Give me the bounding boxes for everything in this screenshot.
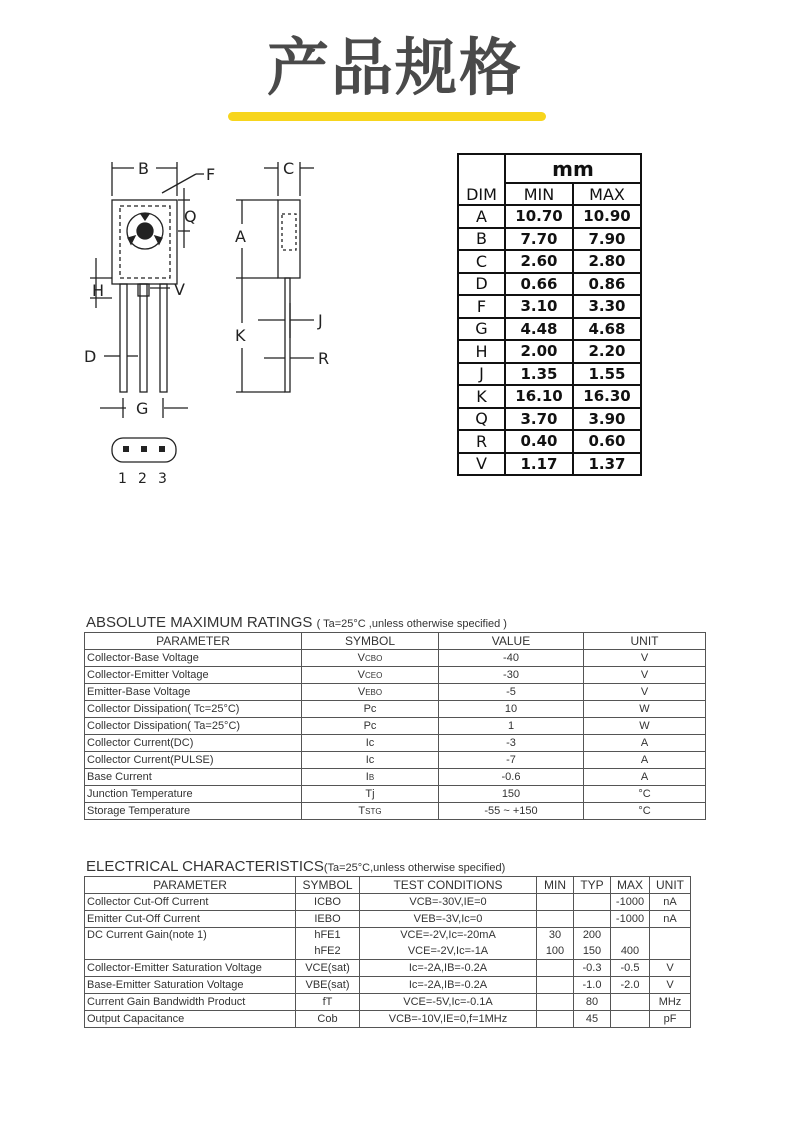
table-row <box>85 994 691 1011</box>
min-cell <box>537 911 574 928</box>
parameter-cell: Collector Cut-Off Current <box>85 894 296 911</box>
dim-max: 3.90 <box>573 408 641 431</box>
dim-min: 16.10 <box>505 385 573 408</box>
col-header: SYMBOL <box>296 877 360 894</box>
table-row <box>85 977 691 994</box>
package-drawing <box>78 148 378 493</box>
dimension-row <box>458 385 641 408</box>
unit-cell: A <box>584 752 706 769</box>
symbol-cell: fT <box>296 994 360 1011</box>
label-D: D <box>84 347 97 366</box>
abs-max-title <box>86 614 507 631</box>
dim-header: DIM <box>458 154 505 205</box>
condition-cell: VCB=-30V,IE=0 <box>360 894 537 911</box>
symbol-cell: VBE(sat) <box>296 977 360 994</box>
symbol-line-2: hFE2 <box>314 944 341 957</box>
min-header: MIN <box>505 183 573 205</box>
dimension-row <box>458 205 641 228</box>
table-row <box>85 684 706 701</box>
parameter-cell <box>85 928 296 960</box>
elec-table <box>84 876 691 1028</box>
symbol-cell: Tj <box>302 786 439 803</box>
abs-max-title-text: ABSOLUTE MAXIMUM RATINGS <box>86 614 313 631</box>
elec-title-text: ELECTRICAL CHARACTERISTICS <box>86 858 324 875</box>
typ-cell: -0.3 <box>574 960 611 977</box>
value-cell: -5 <box>439 684 584 701</box>
parameter-cell: Junction Temperature <box>85 786 302 803</box>
parameter-cell: Collector Current(PULSE) <box>85 752 302 769</box>
dimension-row <box>458 408 641 431</box>
label-R: R <box>318 349 330 368</box>
typ-cell: 80 <box>574 994 611 1011</box>
min-line-1: 30 <box>548 929 562 941</box>
truncated-footnote <box>86 1032 386 1036</box>
min-cell <box>537 894 574 911</box>
label-F: F <box>206 165 216 184</box>
dim-max: 0.86 <box>573 273 641 296</box>
dim-max: 0.60 <box>573 430 641 453</box>
value-cell: 150 <box>439 786 584 803</box>
table-row <box>85 735 706 752</box>
elec-title <box>86 858 505 875</box>
typ-line-2: 150 <box>582 944 602 957</box>
max-cell: -2.0 <box>611 977 650 994</box>
unit-cell: V <box>650 960 691 977</box>
min-cell <box>537 994 574 1011</box>
parameter-cell: Base-Emitter Saturation Voltage <box>85 977 296 994</box>
table-row <box>85 803 706 820</box>
label-H: H <box>92 281 105 300</box>
table-row <box>85 1011 691 1028</box>
dimension-row <box>458 250 641 273</box>
parameter-text: DC Current Gain(note 1) <box>87 929 207 941</box>
abs-max-note: ( Ta=25°C ,unless otherwise specified ) <box>316 618 507 630</box>
parameter-cell: Collector-Base Voltage <box>85 650 302 667</box>
max-cell <box>611 1011 650 1028</box>
dim-letter: F <box>458 295 505 318</box>
max-line-1 <box>613 928 647 944</box>
table-row <box>85 752 706 769</box>
symbol-cell <box>296 928 360 960</box>
condition-cell: VCE=-5V,Ic=-0.1A <box>360 994 537 1011</box>
condition-line-1: VCE=-2V,Ic=-20mA <box>400 929 496 941</box>
dim-min: 3.70 <box>505 408 573 431</box>
symbol-cell: Ic <box>302 752 439 769</box>
value-cell: -30 <box>439 667 584 684</box>
unit-cell: V <box>584 684 706 701</box>
dimension-row <box>458 340 641 363</box>
symbol-cell: Pc <box>302 718 439 735</box>
min-line-2: 100 <box>545 944 565 957</box>
table-row <box>85 928 691 960</box>
unit-cell: V <box>584 650 706 667</box>
dim-min: 0.66 <box>505 273 573 296</box>
parameter-cell: Collector-Emitter Voltage <box>85 667 302 684</box>
unit-cell: °C <box>584 786 706 803</box>
dim-max: 7.90 <box>573 228 641 251</box>
dimension-row <box>458 228 641 251</box>
dimension-row <box>458 295 641 318</box>
dim-letter: A <box>458 205 505 228</box>
dim-min: 7.70 <box>505 228 573 251</box>
dimension-row <box>458 453 641 476</box>
symbol-cell: VEBO <box>302 684 439 701</box>
max-cell: -0.5 <box>611 960 650 977</box>
dimension-row <box>458 430 641 453</box>
max-cell: -1000 <box>611 911 650 928</box>
typ-cell: 45 <box>574 1011 611 1028</box>
symbol-cell: Ic <box>302 735 439 752</box>
table-row <box>85 786 706 803</box>
col-header: PARAMETER <box>85 877 296 894</box>
parameter-cell: Current Gain Bandwidth Product <box>85 994 296 1011</box>
min-cell <box>537 1011 574 1028</box>
label-Q: Q <box>184 207 197 226</box>
dim-max: 16.30 <box>573 385 641 408</box>
value-cell: 10 <box>439 701 584 718</box>
dim-min: 0.40 <box>505 430 573 453</box>
typ-cell: -1.0 <box>574 977 611 994</box>
symbol-cell: VCEO <box>302 667 439 684</box>
typ-line-1: 200 <box>582 929 602 941</box>
condition-cell: VEB=-3V,Ic=0 <box>360 911 537 928</box>
unit-header: mm <box>505 154 641 183</box>
col-header: PARAMETER <box>85 633 302 650</box>
table-row <box>85 718 706 735</box>
abs-max-table <box>84 632 706 820</box>
unit-cell: nA <box>650 911 691 928</box>
table-row <box>85 911 691 928</box>
label-A: A <box>235 227 246 246</box>
min-cell <box>537 977 574 994</box>
label-C: C <box>283 159 295 178</box>
unit-cell: W <box>584 718 706 735</box>
parameter-cell: Collector Dissipation( Tc=25°C) <box>85 701 302 718</box>
unit-cell: V <box>584 667 706 684</box>
max-line-2: 400 <box>620 944 640 957</box>
value-cell: 1 <box>439 718 584 735</box>
dim-min: 1.35 <box>505 363 573 386</box>
dim-max: 2.80 <box>573 250 641 273</box>
dim-letter: B <box>458 228 505 251</box>
pin-2-label: 2 <box>138 471 147 487</box>
unit-cell: MHz <box>650 994 691 1011</box>
symbol-cell: IB <box>302 769 439 786</box>
symbol-cell: ICBO <box>296 894 360 911</box>
label-J: J <box>318 311 323 330</box>
pin-3-label: 3 <box>158 471 167 487</box>
unit-cell: °C <box>584 803 706 820</box>
unit-cell: A <box>584 769 706 786</box>
value-cell: -0.6 <box>439 769 584 786</box>
parameter-cell: Emitter Cut-Off Current <box>85 911 296 928</box>
parameter-cell: Storage Temperature <box>85 803 302 820</box>
unit-cell: A <box>584 735 706 752</box>
dim-max: 4.68 <box>573 318 641 341</box>
col-header: TYP <box>574 877 611 894</box>
dimension-row <box>458 273 641 296</box>
parameter-cell: Collector Dissipation( Ta=25°C) <box>85 718 302 735</box>
min-cell <box>537 960 574 977</box>
dimension-table <box>457 153 642 476</box>
dim-max: 3.30 <box>573 295 641 318</box>
col-header: MAX <box>611 877 650 894</box>
label-V: V <box>174 280 185 299</box>
table-row <box>85 769 706 786</box>
max-cell <box>611 994 650 1011</box>
dim-letter: J <box>458 363 505 386</box>
condition-cell <box>360 928 537 960</box>
parameter-cell: Base Current <box>85 769 302 786</box>
typ-cell <box>574 928 611 960</box>
table-row <box>85 894 691 911</box>
side-body-outline <box>278 200 300 278</box>
col-header: TEST CONDITIONS <box>360 877 537 894</box>
min-cell <box>537 928 574 960</box>
symbol-cell: Cob <box>296 1011 360 1028</box>
table-row <box>85 960 691 977</box>
unit-cell: W <box>584 701 706 718</box>
parameter-cell: Emitter-Base Voltage <box>85 684 302 701</box>
value-cell: -40 <box>439 650 584 667</box>
col-header: UNIT <box>650 877 691 894</box>
typ-cell <box>574 894 611 911</box>
dim-min: 2.60 <box>505 250 573 273</box>
elec-note: (Ta=25°C,unless otherwise specified) <box>323 862 506 874</box>
table-row <box>85 650 706 667</box>
page-title: 产品规格 <box>266 31 523 104</box>
title-underline <box>228 112 546 121</box>
dim-letter: R <box>458 430 505 453</box>
unit-cell: V <box>650 977 691 994</box>
parameter-cell: Output Capacitance <box>85 1011 296 1028</box>
value-cell: -7 <box>439 752 584 769</box>
parameter-cell: Collector Current(DC) <box>85 735 302 752</box>
symbol-cell: IEBO <box>296 911 360 928</box>
symbol-line-1: hFE1 <box>314 929 341 941</box>
typ-cell <box>574 911 611 928</box>
table-row <box>85 701 706 718</box>
dim-letter: K <box>458 385 505 408</box>
value-cell: -3 <box>439 735 584 752</box>
dim-max: 1.37 <box>573 453 641 476</box>
dim-min: 1.17 <box>505 453 573 476</box>
dim-letter: Q <box>458 408 505 431</box>
pin-1-label: 1 <box>118 471 127 487</box>
table-row <box>85 667 706 684</box>
dim-min: 4.48 <box>505 318 573 341</box>
col-header: SYMBOL <box>302 633 439 650</box>
dim-letter: H <box>458 340 505 363</box>
dimension-row <box>458 363 641 386</box>
condition-cell: VCB=-10V,IE=0,f=1MHz <box>360 1011 537 1028</box>
unit-cell: nA <box>650 894 691 911</box>
symbol-cell: Pc <box>302 701 439 718</box>
symbol-cell: VCBO <box>302 650 439 667</box>
unit-cell <box>650 928 691 960</box>
symbol-cell: VCE(sat) <box>296 960 360 977</box>
label-B: B <box>138 159 149 178</box>
symbol-cell: TSTG <box>302 803 439 820</box>
unit-cell: pF <box>650 1011 691 1028</box>
dim-letter: V <box>458 453 505 476</box>
max-cell: -1000 <box>611 894 650 911</box>
condition-line-2: VCE=-2V,Ic=-1A <box>407 944 489 957</box>
dim-letter: G <box>458 318 505 341</box>
parameter-cell: Collector-Emitter Saturation Voltage <box>85 960 296 977</box>
dimension-row <box>458 318 641 341</box>
col-header: MIN <box>537 877 574 894</box>
value-cell: -55 ~ +150 <box>439 803 584 820</box>
dim-min: 3.10 <box>505 295 573 318</box>
dim-max: 1.55 <box>573 363 641 386</box>
dim-max: 10.90 <box>573 205 641 228</box>
max-header: MAX <box>573 183 641 205</box>
col-header: UNIT <box>584 633 706 650</box>
label-G: G <box>136 399 149 418</box>
dim-min: 10.70 <box>505 205 573 228</box>
dim-min: 2.00 <box>505 340 573 363</box>
dim-letter: C <box>458 250 505 273</box>
label-K: K <box>235 326 246 345</box>
condition-cell: Ic=-2A,IB=-0.2A <box>360 977 537 994</box>
condition-cell: Ic=-2A,IB=-0.2A <box>360 960 537 977</box>
max-cell <box>611 928 650 960</box>
col-header: VALUE <box>439 633 584 650</box>
dim-max: 2.20 <box>573 340 641 363</box>
dim-letter: D <box>458 273 505 296</box>
